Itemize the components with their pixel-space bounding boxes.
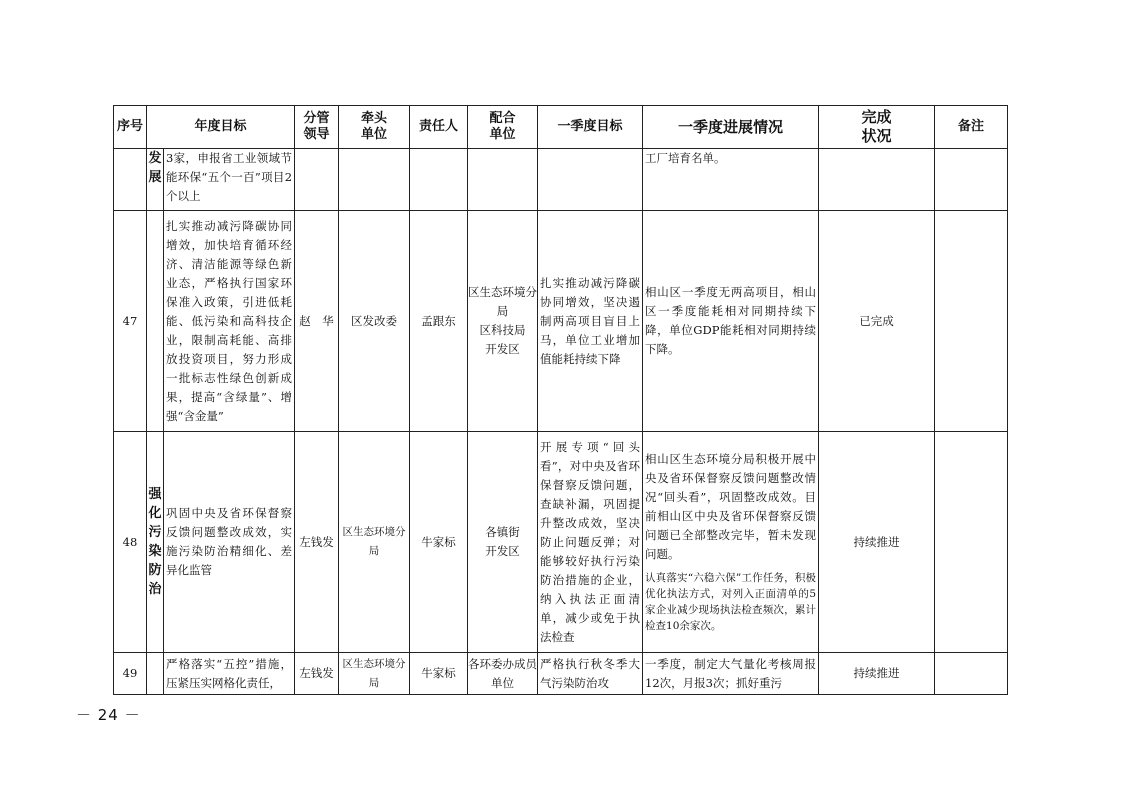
- annual-goal-cell: 扎实推动减污降碳协同增效，加快培育循环经济、清洁能源等绿色新业态，严格执行国家环保准入政策，引进低耗能、低污染和高科技企业，限制高耗能、高排放投资项目，努力形成一批标志性绿色创新成果，提高“含绿量”、增强“含金量”: [164, 211, 295, 432]
- remark-cell: [935, 211, 1008, 432]
- q1-progress-cell: 工厂培育名单。: [643, 149, 819, 211]
- coop-unit-line: 各镇街: [485, 525, 520, 539]
- table-row: [114, 149, 1008, 211]
- seq-cell: [114, 149, 147, 211]
- progress-paragraph: 认真落实“六稳六保”工作任务，积极优化执法方式，对列入正面清单的5家企业减少现场执法检查频次，累计检查10余家次。: [645, 572, 817, 632]
- category-cell: [147, 653, 164, 695]
- q1-goal-cell: 开展专项“回头看”，对中央及省环保督察反馈问题，查缺补漏，巩固提升整改成效，坚决防止问题反弹；对能够较好执行污染防治措施的企业，纳入执法正面清单，减少或免于执法检查: [538, 432, 643, 653]
- table-row: [114, 211, 1008, 432]
- seq-cell: 48: [114, 432, 147, 653]
- coop-unit-line: 区生态环境分局: [468, 285, 538, 318]
- header-row: [114, 106, 1008, 149]
- seq-cell: 47: [114, 211, 147, 432]
- coop-unit-line: 开发区: [485, 342, 520, 356]
- remark-cell: [935, 432, 1008, 653]
- work-plan-table: [113, 105, 1008, 695]
- page-number: － 24 －: [76, 706, 141, 724]
- header-annual-goal: 年度目标: [147, 106, 295, 149]
- table-row: [114, 653, 1008, 695]
- header-q1-progress: 一季度进展情况: [643, 106, 819, 149]
- leader-cell: [295, 149, 339, 211]
- remark-cell: [935, 149, 1008, 211]
- header-seq: 序号: [114, 106, 147, 149]
- progress-paragraph: 相山区生态环境分局积极开展中央及省环保督察反馈问题整改情况“回头看”，巩固整改成效。目前相山区中央及省环保督察反馈问题已全部整改完毕，暂未发现问题。: [645, 452, 817, 561]
- status-cell: 持续推进: [819, 653, 935, 695]
- leader-cell: 赵 华: [295, 211, 339, 432]
- annual-goal-cell: 3家，申报省工业领域节能环保“五个一百”项目2个以上: [164, 149, 295, 211]
- q1-goal-cell: 扎实推动减污降碳协同增效，坚决遏制两高项目盲目上马，单位工业增加值能耗持续下降: [538, 211, 643, 432]
- header-remark: 备注: [935, 106, 1008, 149]
- coop-unit-line: 区科技局: [479, 323, 526, 337]
- status-cell: 已完成: [819, 211, 935, 432]
- coop-unit-cell: 各环委办成员单位: [468, 653, 538, 695]
- lead-unit-cell: [339, 149, 410, 211]
- lead-unit-cell: 区生态环境分局: [339, 432, 410, 653]
- q1-progress-cell: [643, 432, 819, 653]
- responsible-cell: 牛家标: [410, 432, 468, 653]
- q1-goal-cell: 严格执行秋冬季大气污染防治攻: [538, 653, 643, 695]
- status-cell: 持续推进: [819, 432, 935, 653]
- header-leader: 分管 领导: [295, 106, 339, 149]
- coop-unit-cell: [468, 211, 538, 432]
- lead-unit-cell: 区发改委: [339, 211, 410, 432]
- annual-goal-cell: 严格落实“五控”措施，压紧压实网格化责任，: [164, 653, 295, 695]
- q1-progress-cell: 相山区一季度无两高项目，相山区一季度能耗相对同期持续下降，单位GDP能耗相对同期持续下降。: [643, 211, 819, 432]
- category-cell: [147, 211, 164, 432]
- q1-progress-cell: 一季度，制定大气量化考核周报12次，月报3次；抓好重污: [643, 653, 819, 695]
- annual-goal-cell: 巩固中央及省环保督察反馈问题整改成效，实施污染防治精细化、差异化监管: [164, 432, 295, 653]
- coop-unit-cell: [468, 149, 538, 211]
- responsible-cell: [410, 149, 468, 211]
- lead-unit-cell: 区生态环境分局: [339, 653, 410, 695]
- coop-unit-line: 开发区: [485, 544, 520, 558]
- header-coop-unit: 配合 单位: [468, 106, 538, 149]
- category-cell: 发展: [147, 149, 164, 211]
- leader-cell: 左钱发: [295, 432, 339, 653]
- header-q1-goal: 一季度目标: [538, 106, 643, 149]
- table-row: [114, 432, 1008, 653]
- header-responsible: 责任人: [410, 106, 468, 149]
- responsible-cell: 牛家标: [410, 653, 468, 695]
- leader-cell: 左钱发: [295, 653, 339, 695]
- coop-unit-cell: [468, 432, 538, 653]
- responsible-cell: 孟跟东: [410, 211, 468, 432]
- status-cell: [819, 149, 935, 211]
- q1-goal-cell: [538, 149, 643, 211]
- seq-cell: 49: [114, 653, 147, 695]
- remark-cell: [935, 653, 1008, 695]
- header-lead-unit: 牵头 单位: [339, 106, 410, 149]
- header-status: 完成 状况: [819, 106, 935, 149]
- category-cell: 强化污染防治: [147, 432, 164, 653]
